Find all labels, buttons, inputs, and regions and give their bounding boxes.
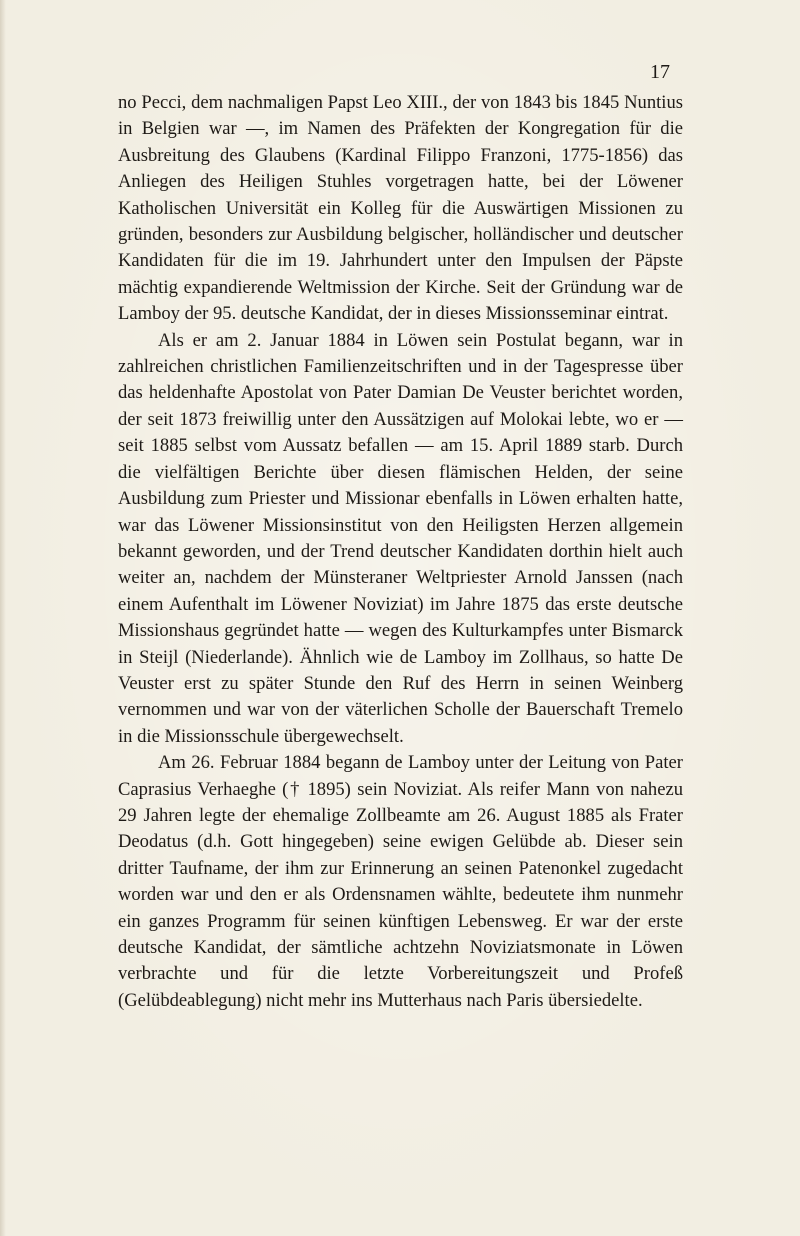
page-edge-shadow bbox=[0, 0, 6, 1236]
paragraph-3: Am 26. Februar 1884 begann de Lamboy unter der Leitung von Pater Caprasius Verhaeghe († 1895) sein Noviziat. Als reifer Mann von nahezu 29 Jahren legte der ehemalige Zollbeamte am 26. August 1885 als Frater Deodatus (d.h. Gott hingegeben) seine ewigen Gelübde ab. Dieser sein dritter Taufname, der ihm zur Erinnerung an seinen Patenonkel zugedacht worden war und den er als Ordensnamen wählte, bedeutete ihm nunmehr ein ganzes Programm für seinen künftigen Lebensweg. Er war der erste deutsche Kandidat, der sämtliche achtzehn Noviziatsmonate in Löwen verbrachte und für die letzte Vorbereitungszeit und Profeß (Gelübdeablegung) nicht mehr ins Mutterhaus nach Paris übersiedelte. bbox=[118, 752, 683, 1011]
body-text bbox=[118, 90, 683, 1014]
page-number: 17 bbox=[650, 61, 670, 83]
paragraph-1: no Pecci, dem nachmaligen Papst Leo XIII., der von 1843 bis 1845 Nuntius in Belgien war —, im Namen des Präfekten der Kongregation für die Ausbreitung des Glaubens (Kardinal Filippo Franzoni, 1775-1856) das Anliegen des Heiligen Stuhles vorgetragen hatte, bei der Löwener Katholischen Universität ein Kolleg für die Auswärtigen Missionen zu gründen, besonders zur Ausbildung belgischer, holländischer und deutscher Kandidaten für die im 19. Jahrhundert unter den Impulsen der Päpste mächtig expandierende Weltmission der Kirche. Seit der Gründung war de Lamboy der 95. deutsche Kandidat, der in dieses Missionsseminar eintrat. bbox=[118, 92, 683, 325]
paragraph-2: Als er am 2. Januar 1884 in Löwen sein Postulat begann, war in zahlreichen christlichen Familienzeitschriften und in der Tagespresse über das heldenhafte Apostolat von Pater Damian De Veuster berichtet worden, der seit 1873 freiwillig unter den Aussätzigen auf Molokai lebte, wo er — seit 1885 selbst vom Aussatz befallen — am 15. April 1889 starb. Durch die vielfältigen Berichte über diesen flämischen Helden, der seine Ausbildung zum Priester und Missionar ebenfalls in Löwen erhalten hatte, war das Löwener Missionsinstitut von den Heiligsten Herzen allgemein bekannt geworden, und der Trend deutscher Kandidaten dorthin hielt auch weiter an, nachdem der Münsteraner Weltpriester Arnold Janssen (nach einem Aufenthalt im Löwener Noviziat) im Jahre 1875 das erste deutsche Missionshaus gegründet hatte — wegen des Kulturkampfes unter Bismarck in Steijl (Niederlande). Ähnlich wie de Lamboy im Zollhaus, so hatte De Veuster erst zu später Stunde den Ruf des Herrn in seinen Weinberg vernommen und war von der väterlichen Scholle der Bauerschaft Tremelo in die Missionsschule übergewechselt. bbox=[118, 329, 683, 747]
